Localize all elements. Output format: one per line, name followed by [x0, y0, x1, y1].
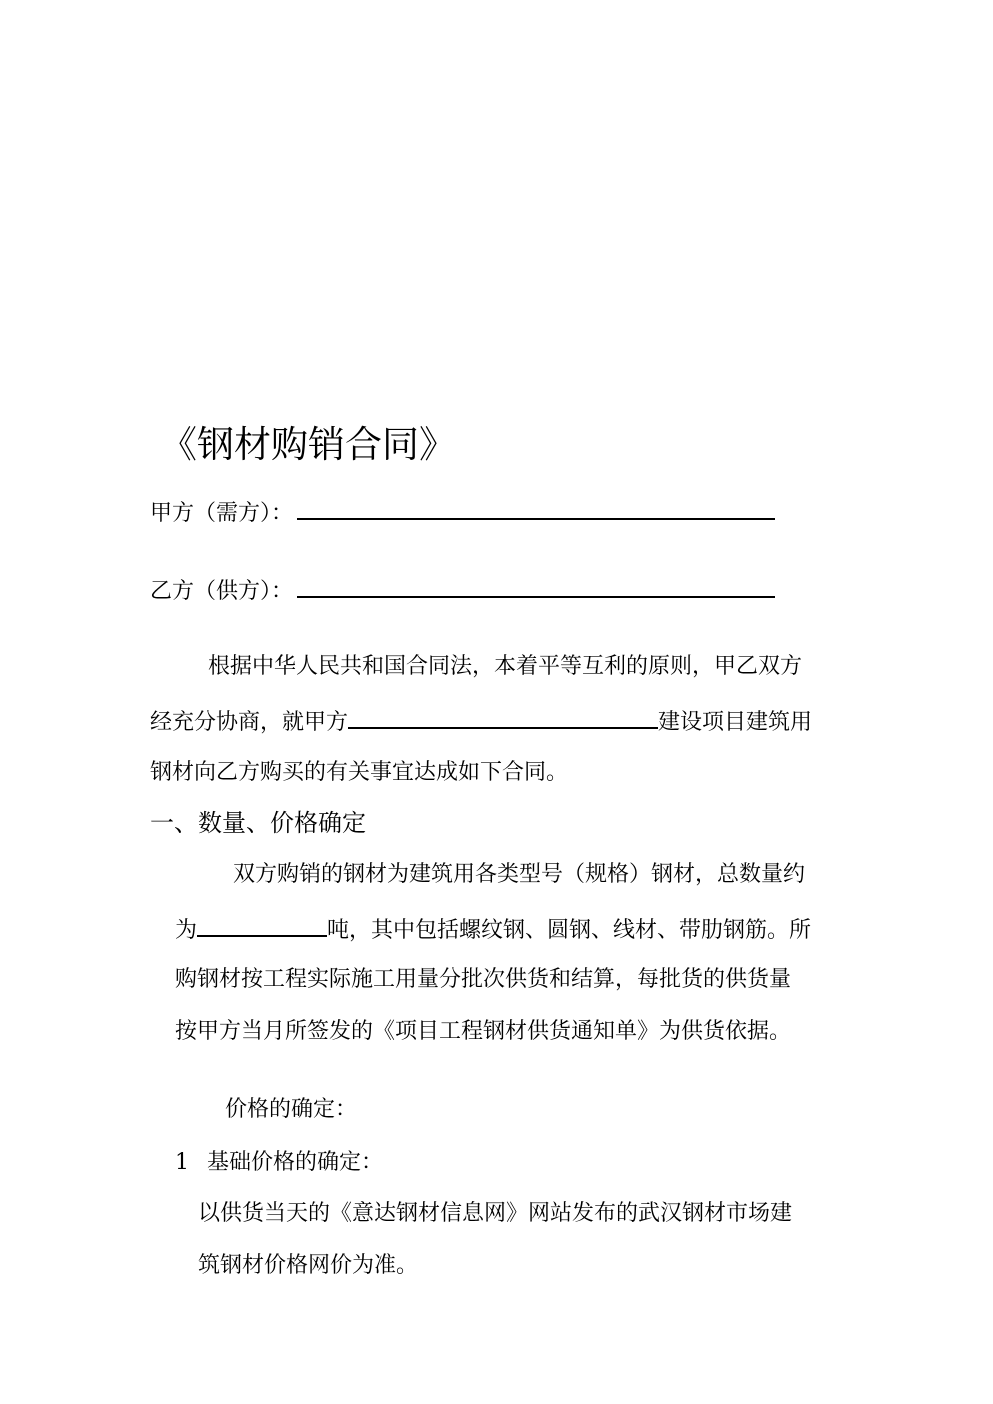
item-1-heading-row [175, 1148, 383, 1178]
party-a-row [150, 496, 775, 529]
price-heading: 价格的确定： [225, 1097, 358, 1122]
section-1-line-2 [175, 913, 811, 946]
party-b-label: 乙方（供方）： [150, 579, 294, 604]
project-name-blank [348, 705, 658, 729]
party-b-blank [297, 574, 775, 598]
item-1-heading: 基础价格的确定： [207, 1150, 384, 1175]
intro-line-1: 根据中华人民共和国合同法，本着平等互利的原则，甲乙双方 [208, 654, 803, 679]
intro-line-2-after: 建设项目建筑用 [658, 710, 813, 735]
intro-line-3: 钢材向乙方购买的有关事宜达成如下合同。 [150, 760, 569, 785]
section-1-line-4: 按甲方当月所签发的《项目工程钢材供货通知单》为供货依据。 [175, 1019, 792, 1044]
intro-line-2-before: 经充分协商，就甲方 [150, 710, 349, 735]
section-1-line-2-before: 为 [175, 918, 198, 943]
section-1-line-2-after: 吨，其中包括螺纹钢、圆钢、线材、带肋钢筋。所 [327, 918, 812, 943]
section-1-heading: 一、数量、价格确定 [150, 809, 366, 837]
item-1-number: 1 [175, 1150, 189, 1175]
intro-line-2 [150, 705, 812, 738]
item-1-line-1: 以供货当天的《意达钢材信息网》网站发布的武汉钢材市场建 [198, 1201, 793, 1226]
party-b-row [150, 574, 775, 607]
item-1-line-2: 筑钢材价格网价为准。 [198, 1253, 419, 1278]
section-1-line-3: 购钢材按工程实际施工用量分批次供货和结算，每批货的供货量 [175, 967, 792, 992]
quantity-blank [197, 913, 327, 937]
party-a-blank [297, 496, 775, 520]
document-title: 《钢材购销合同》 [160, 423, 456, 466]
section-1-line-1: 双方购销的钢材为建筑用各类型号（规格）钢材，总数量约 [233, 862, 806, 887]
party-a-label: 甲方（需方）： [150, 501, 294, 526]
